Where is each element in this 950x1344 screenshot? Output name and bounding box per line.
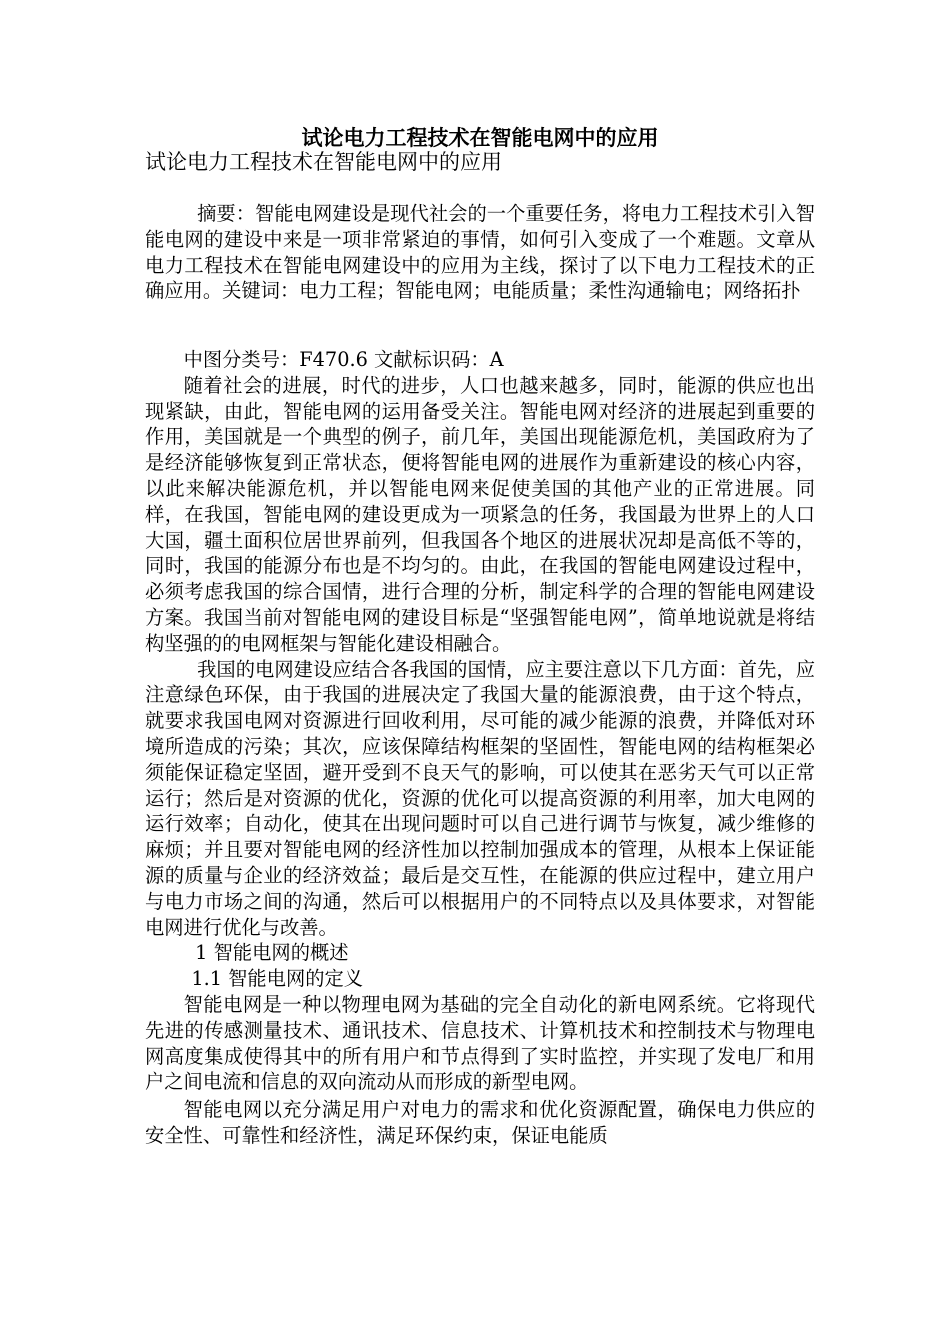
document-title: 试论电力工程技术在智能电网中的应用 [301, 125, 659, 150]
subsection-heading: 1.1 智能电网的定义 [191, 967, 364, 991]
abstract-paragraph: 摘要：智能电网建设是现代社会的一个重要任务，将电力工程技术引入智能电网的建设中来是一项非常紧迫的事情，如何引入变成了一个难题。文章从电力工程技术在智能电网建设中的应用为主线，探讨了以下电力工程技术的正确应用。关键词：电力工程；智能电网；电能质量；柔性沟通输电；网络拓扑 [145, 202, 815, 303]
body-paragraph: 随着社会的进展，时代的进步，人口也越来越多，同时，能源的供应也出现紧缺，由此，智能电网的运用备受关注。智能电网对经济的进展起到重要的作用，美国就是一个典型的例子，前几年，美国出现能源危机，美国政府为了是经济能够恢复到正常状态，便将智能电网的进展作为重新建设的核心内容，以此来解决能源危机，并以智能电网来促使美国的其他产业的正常进展。同样，在我国，智能电网的建设更成为一项紧急的任务，我国最为世界上的人口大国，疆土面积位居世界前列，但我国各个地区的进展状况却是高低不等的，同时，我国的能源分布也是不均匀的。由此，在我国的智能电网建设过程中，必须考虑我国的综合国情，进行合理的分析，制定科学的合理的智能电网建设方案。我国当前对智能电网的建设目标是“坚强智能电网”，简单地说就是将结构坚强的的电网框架与智能化建设相融合。 [145, 373, 815, 655]
body-paragraph: 我国的电网建设应结合各我国的国情，应主要注意以下几方面：首先，应注意绿色环保，由于我国的进展决定了我国大量的能源浪费，由于这个特点，就要求我国电网对资源进行回收利用，尽可能的减少能源的浪费，并降低对环境所造成的污染；其次，应该保障结构框架的坚固性，智能电网的结构框架必须能保证稳定坚固，避开受到不良天气的影响，可以使其在恶劣天气可以正常运行；然后是对资源的优化，资源的优化可以提高资源的利用率，加大电网的运行效率；自动化，使其在出现问题时可以自己进行调节与恢复，减少维修的麻烦；并且要对智能电网的经济性加以控制加强成本的管理，从根本上保证能源的质量与企业的经济效益；最后是交互性，在能源的供应过程中，建立用户与电力市场之间的沟通，然后可以根据用户的不同特点以及具体要求，对智能电网进行优化与改善。 [145, 657, 815, 939]
section-heading: 1 智能电网的概述 [195, 941, 349, 965]
classification-line: 中图分类号：F470.6 文献标识码：A [183, 348, 504, 371]
body-section [145, 347, 815, 1149]
body-paragraph: 智能电网以充分满足用户对电力的需求和优化资源配置，确保电力供应的安全性、可靠性和经济性，满足环保约束，保证电能质 [145, 1098, 815, 1147]
document-subtitle: 试论电力工程技术在智能电网中的应用 [145, 150, 502, 174]
abstract-section [145, 201, 815, 304]
body-paragraph: 智能电网是一种以物理电网为基础的完全自动化的新电网系统。它将现代先进的传感测量技术、通讯技术、信息技术、计算机技术和控制技术与物理电网高度集成使得其中的所有用户和节点得到了实时监控，并实现了发电厂和用户之间电流和信息的双向流动从而形成的新型电网。 [145, 992, 815, 1094]
